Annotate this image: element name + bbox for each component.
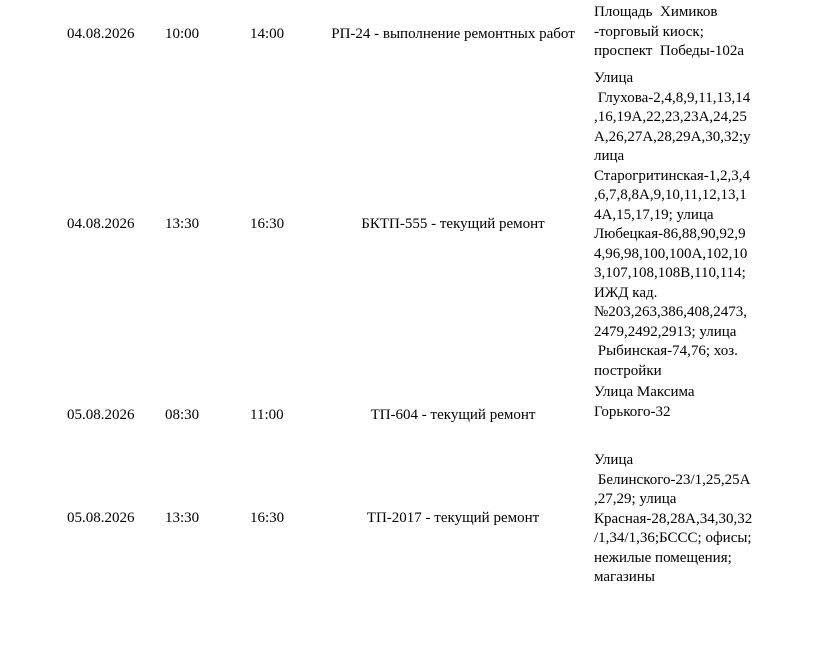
end-time-cell: 11:00 [250,407,284,423]
description-cell: ТП-604 - текущий ремонт [370,407,536,423]
date-cell: 04.08.2026 [67,26,135,42]
start-time-cell: 08:30 [165,407,200,423]
start-time-cell: 13:30 [165,510,200,526]
description-cell: БКТП-555 - текущий ремонт [361,216,545,232]
end-time-cell: 16:30 [250,510,285,526]
end-time-cell: 16:30 [250,216,285,232]
description-cell: ТП-2017 - текущий ремонт [366,510,540,526]
address-cell: Улица Максима Горького-32 [594,384,695,420]
address-cell: Площадь Химиков -торговый киоск; проспект Победы-102а [594,4,744,59]
start-time-cell: 13:30 [165,216,200,232]
end-time-cell: 14:00 [250,26,285,42]
description-cell: РП-24 - выполнение ремонтных работ [331,26,575,42]
date-cell: 04.08.2026 [67,216,135,232]
date-cell: 05.08.2026 [67,510,135,526]
address-cell: Улица Белинского-23/1,25,25А ,27,29; улица Красная-28,28А,34,30,32 /1,34/1,36;БССС; офисы; нежилые помещения; магазины [594,452,753,585]
start-time-cell: 10:00 [165,26,200,42]
address-cell: Улица Глухова-2,4,8,9,11,13,14 ,16,19А,22,23,23А,24,25 А,26,27А,28,29А,30,32;у лица Старогритинская-1,2,3,4 ,6,7,8,8А,9,10,11,12,13,1 4А,15,17,19; улица Любецкая-86,88,90,92,9 4,96,98,100,100А,102,10 3,107,108,108В,110,114; ИЖД кад. №203,263,386,408,2473, 2479,2492,2913; улица Рыбинская-74,76; хоз. постройки [594,70,751,379]
date-cell: 05.08.2026 [67,407,135,423]
